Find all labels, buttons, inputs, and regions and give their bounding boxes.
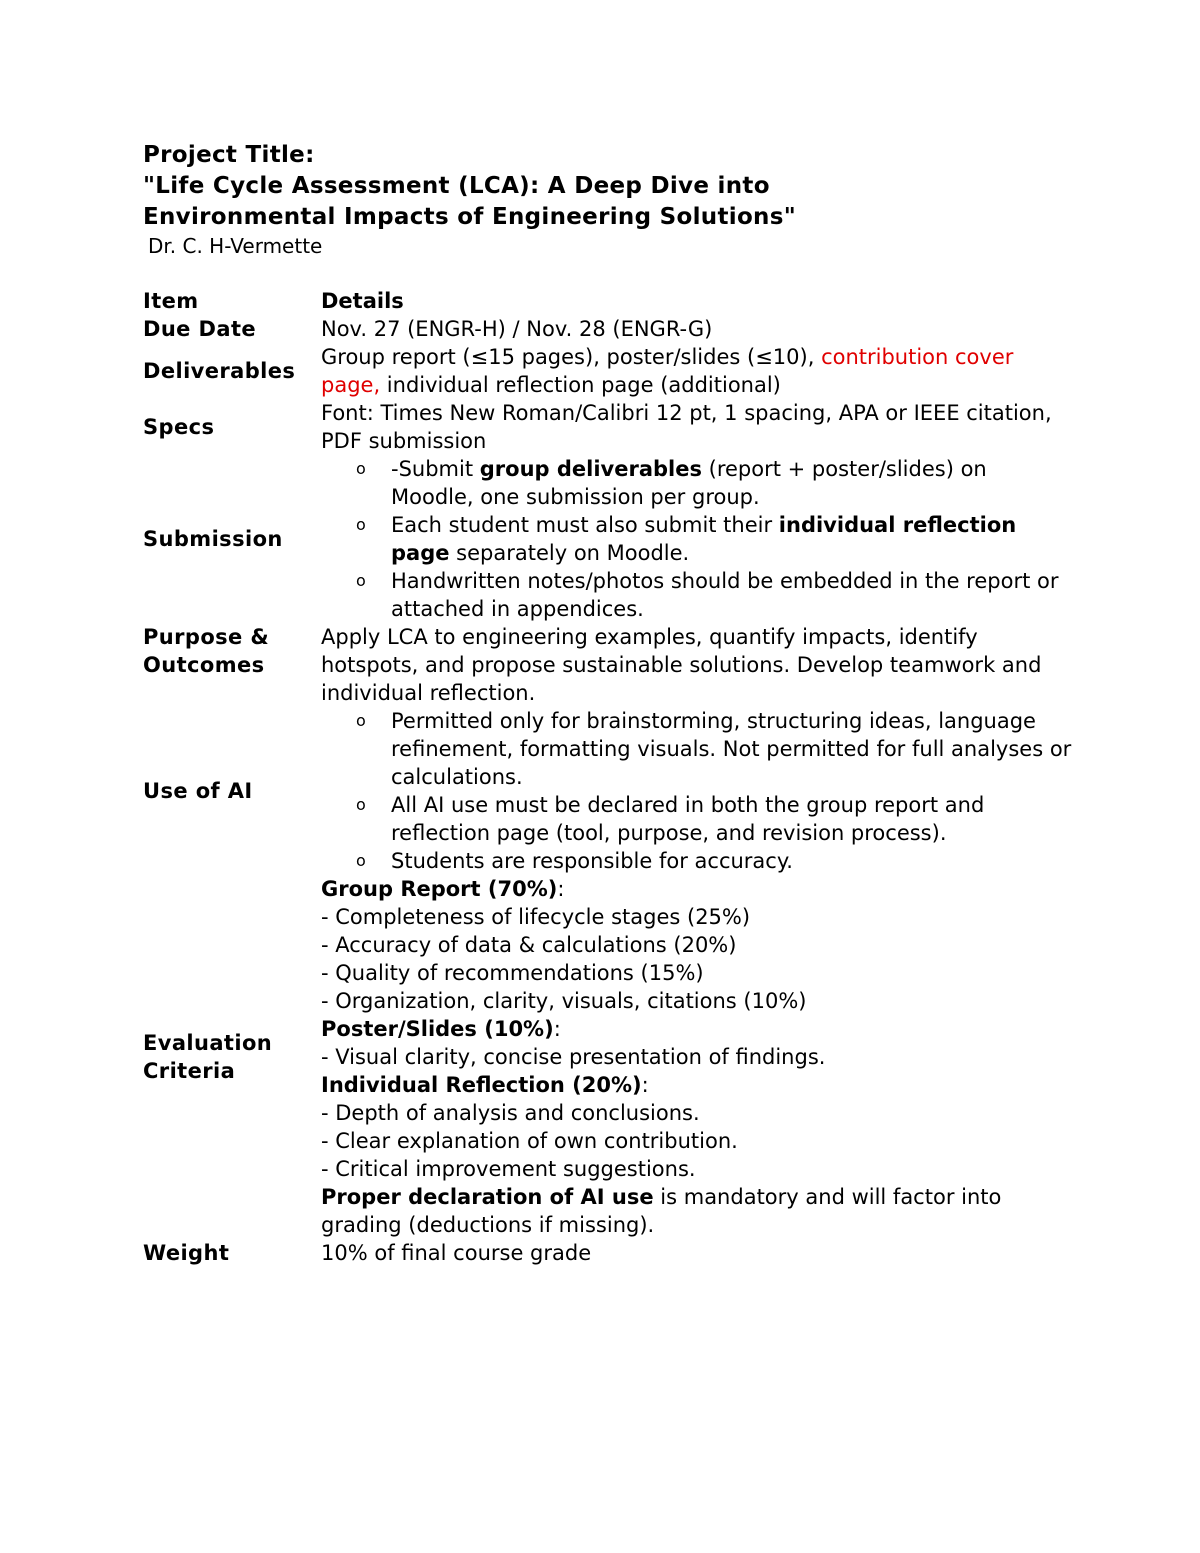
list-item: o All AI use must be declared in both the group report and reflection page (tool, purpose, and revision process). xyxy=(356,793,985,845)
list-item: - Organization, clarity, visuals, citations (10%) xyxy=(321,989,807,1013)
submission-row xyxy=(143,455,1073,623)
submission-list xyxy=(321,455,1073,623)
project-details-table xyxy=(143,287,1073,1267)
specs-label: Specs xyxy=(143,415,215,439)
purpose-row xyxy=(143,623,1073,707)
deliverables-label: Deliverables xyxy=(143,359,296,383)
table-header-row xyxy=(143,287,1073,315)
list-item: - Clear explanation of own contribution. xyxy=(321,1129,738,1153)
deliverables-text-1: Group report (≤15 pages), poster/slides (≤10), xyxy=(321,345,822,369)
due-date-label: Due Date xyxy=(143,317,257,341)
weight-row xyxy=(143,1239,1073,1267)
deliverables-highlight: contribution cover page, xyxy=(321,345,1014,397)
bullet-icon: o xyxy=(356,459,366,478)
document-page xyxy=(143,140,1073,1267)
list-item: - Visual clarity, concise presentation of findings. xyxy=(321,1045,826,1069)
bullet-icon: o xyxy=(356,515,366,534)
weight-value: 10% of final course grade xyxy=(321,1241,592,1265)
project-title-label: Project Title: xyxy=(143,142,315,168)
bullet-icon: o xyxy=(356,851,366,870)
bullet-icon: o xyxy=(356,795,366,814)
evaluation-label: Evaluation Criteria xyxy=(143,1031,273,1083)
list-item: - Critical improvement suggestions. xyxy=(321,1157,696,1181)
ai-label: Use of AI xyxy=(143,779,253,803)
due-date-value: Nov. 27 (ENGR-H) / Nov. 28 (ENGR-G) xyxy=(321,317,713,341)
deliverables-value xyxy=(321,343,1073,399)
list-item: - Completeness of lifecycle stages (25%) xyxy=(321,905,751,929)
column-header-item: Item xyxy=(143,289,199,313)
list-item: o Permitted only for brainstorming, structuring ideas, language refinement, formatting visuals. Not permitted for full analyses or calculations. xyxy=(356,709,1072,789)
evaluation-value: Group Report (70%): - Completeness of lifecycle stages (25%) - Accuracy of data & calculations (20%) - Quality of recommendations (15%) - Organization, clarity, visuals, citations (10%) Poster/Slides (10%): - Visual clarity, concise presentation of findings. Individual Reflection (20%): - Depth of analysis and conclusions. - Clear explanation of own contribution. - Critical improvement suggestions. Proper declaration of AI use is mandatory and will factor into grading (deductions if missing). xyxy=(321,875,1073,1239)
bullet-icon: o xyxy=(356,571,366,590)
poster-heading: Poster/Slides (10%) xyxy=(321,1017,554,1041)
bullet-icon: o xyxy=(356,711,366,730)
deliverables-row xyxy=(143,343,1073,399)
weight-label: Weight xyxy=(143,1241,230,1265)
submission-label: Submission xyxy=(143,527,283,551)
due-date-row xyxy=(143,315,1073,343)
list-item: o Each student must also submit their individual reflection page separately on Moodle. xyxy=(356,513,1017,565)
list-item: - Depth of analysis and conclusions. xyxy=(321,1101,700,1125)
list-item: o -Submit group deliverables (report + poster/slides) on Moodle, one submission per group. xyxy=(356,457,987,509)
project-title-line-2: Environmental Impacts of Engineering Solutions" xyxy=(143,204,797,230)
column-header-details: Details xyxy=(321,289,404,313)
specs-row xyxy=(143,399,1073,455)
ai-row xyxy=(143,707,1073,875)
author: Dr. C. H-Vermette xyxy=(148,234,323,258)
list-item: o Handwritten notes/photos should be embedded in the report or attached in appendices. xyxy=(356,569,1059,621)
list-item: o Students are responsible for accuracy. xyxy=(356,849,793,873)
list-item: - Accuracy of data & calculations (20%) xyxy=(321,933,737,957)
list-item: - Quality of recommendations (15%) xyxy=(321,961,704,985)
reflection-heading: Individual Reflection (20%) xyxy=(321,1073,642,1097)
ai-list xyxy=(321,707,1073,875)
ai-declaration-note: Proper declaration of AI use is mandatory and will factor into grading (deductions if missing). xyxy=(321,1185,1002,1237)
purpose-label: Purpose & Outcomes xyxy=(143,625,270,677)
evaluation-row xyxy=(143,875,1073,1239)
purpose-value: Apply LCA to engineering examples, quantify impacts, identify hotspots, and propose sustainable solutions. Develop teamwork and individual reflection. xyxy=(321,625,1042,705)
specs-value: Font: Times New Roman/Calibri 12 pt, 1 spacing, APA or IEEE citation, PDF submission xyxy=(321,401,1052,453)
project-title-line-1: "Life Cycle Assessment (LCA): A Deep Dive into xyxy=(143,173,770,199)
deliverables-text-2: individual reflection page (additional) xyxy=(380,373,781,397)
group-report-heading: Group Report (70%) xyxy=(321,877,558,901)
